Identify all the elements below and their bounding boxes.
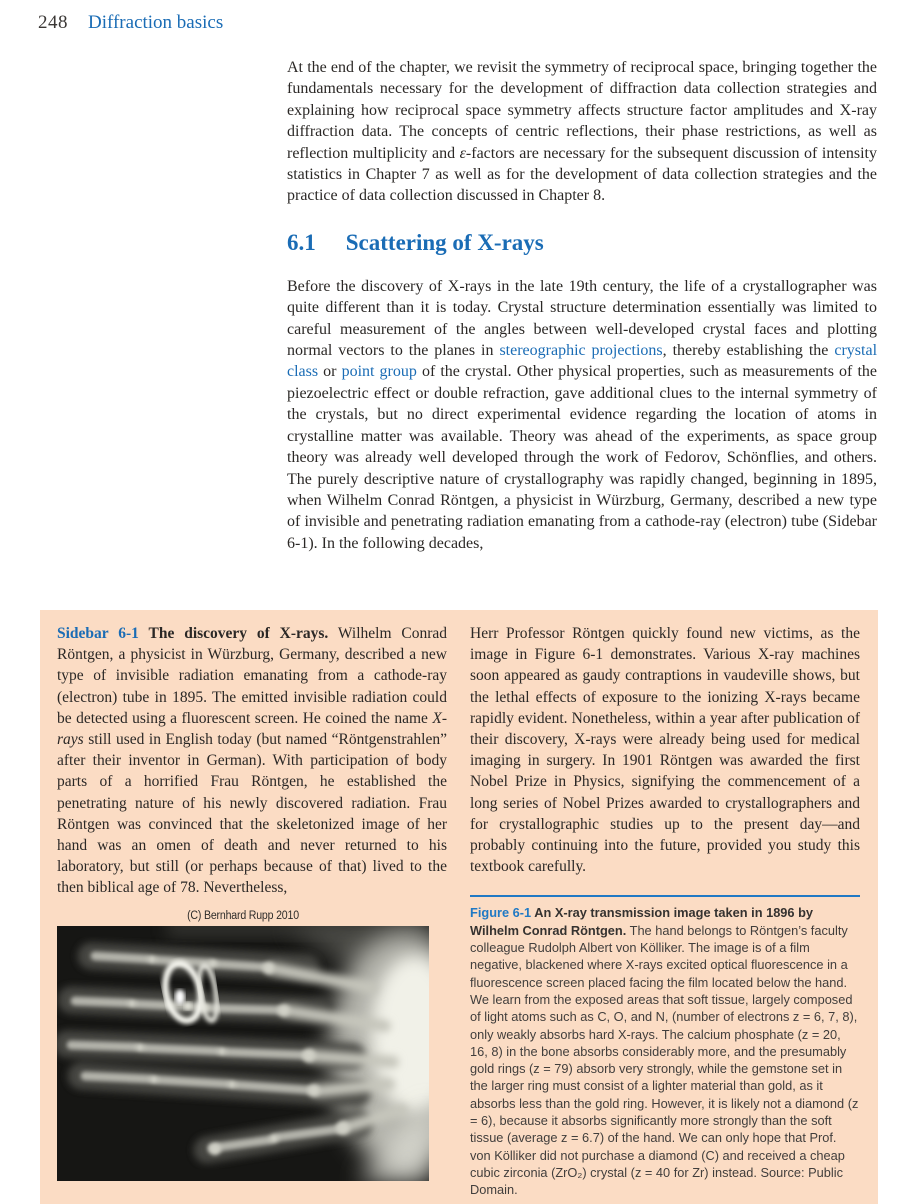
section-number: 6.1 <box>287 229 316 255</box>
link-point-group[interactable]: point group <box>341 363 417 381</box>
intro-paragraph <box>287 57 877 207</box>
page-number: 248 <box>38 12 68 33</box>
sidebar-text-2: still used in English today (but named “Röntgenstrahlen” after their inventor in German). With participation of body parts of a horrified Frau Röntgen, he established the penetrating nature of his newly discovered radiation. Frau Röntgen was convinced that the skeletonized image of her hand was an omen of death and never returned to his laboratory, but still (or perhaps because of that) lived to the then biblical age of 78. Nevertheless, <box>57 731 447 897</box>
sidebar-paragraph-right: Herr Professor Röntgen quickly found new victims, as the image in Figure 6-1 demonstrates. Various X-ray machines soon appeared as gaudy contraptions in vaudeville shows, but the lethal effects of exposure to the ionizing X-rays became rapidly evident. Nonetheless, within a year after publication of their discovery, X-rays were already being used for medical imaging in surgery. In 1901 Röntgen was awarded the first Nobel Prize in Physics, signifying the commencement of a long series of Nobel Prizes awarded to crystallographers and for crystallographic studies up to the present day—and probably continuing into the future, provided you study this textbook carefully. <box>470 625 860 876</box>
link-stereographic-projections[interactable]: stereographic projections <box>499 342 663 360</box>
link-crystal-class[interactable]: crystal class <box>287 342 878 381</box>
figure-title: An X-ray transmission image taken in 1896 by Wilhelm Conrad Röntgen. <box>470 905 814 938</box>
sidebar-xrays-italic: X-rays <box>57 709 447 749</box>
section-heading <box>287 230 877 256</box>
chapter-title: Diffraction basics <box>88 12 224 33</box>
section-title: Scattering of X-rays <box>345 229 544 255</box>
xray-hand-image <box>57 926 429 1181</box>
figure-caption-text: The hand belongs to Röntgen’s faculty colleague Rudolph Albert von Kölliker. The image is of a film negative, blackened where X-rays excited optical fluorescence in a fluorescence screen placed facing the film located below the hand. We learn from the exposed areas that soft tissue, largely composed of light atoms such as C, O, and N, (number of electrons z = 6, 7, 8), only weakly absorbs hard X-rays. The calcium phosphate (z = 20, 16, 8) in the bone absorbs considerably more, and the presumably gold rings (z = 79) absorb very strongly, while the gemstone set in the larger ring must consist of a lighter material than gold, as it absorbs less than the gold ring. However, it is likely not a diamond (z = 6), because it absorbs significantly more strongly than the soft tissue (average z = 6.7) of the hand. We can only hope that Prof. von Kölliker did not purchase a diamond (C) and received a cheap cubic zirconia (ZrO₂) crystal (z = 40 for Zr) instead. Source: Public Domain. <box>470 922 859 1198</box>
page-header <box>38 12 223 34</box>
intro-text-1: At the end of the chapter, we revisit the symmetry of reciprocal space, bringing together the fundamentals necessary for the development of diffraction data collection strategies and explaining how reciprocal space symmetry affects structure factor amplitudes and X-ray diffraction data. The concepts of centric reflections, their phase restrictions, as well as reflection multiplicity and <box>287 59 877 162</box>
epsilon-symbol: ε <box>459 144 466 162</box>
figure-caption <box>470 904 860 1198</box>
photo-credit: (C) Bernhard Rupp 2010 <box>187 909 299 922</box>
figure-caption-rule <box>470 895 860 897</box>
body-text-3: or <box>318 363 342 381</box>
sidebar-title: The discovery of X-rays. <box>148 625 329 642</box>
sidebar-column-right <box>470 623 860 1198</box>
sidebar-paragraph-left <box>57 623 447 899</box>
intro-text-2: -factors are necessary for the subsequent discussion of intensity statistics in Chapter 7 as well as for the development of data collection strategies and the practice of data collection discussed in Chapter 8. <box>287 144 878 205</box>
body-paragraph <box>287 276 877 554</box>
sidebar-column-left <box>57 623 447 1198</box>
sidebar-box <box>40 610 878 1204</box>
body-text-1: Before the discovery of X-rays in the late 19th century, the life of a crystallographer was quite different than it is today. Crystal structure determination essentially was limited to careful measurement of the angles between well-developed crystal faces and plotting normal vectors to the planes in <box>287 277 877 360</box>
sidebar-label: Sidebar 6-1 <box>57 625 139 642</box>
sidebar-text-1: Wilhelm Conrad Röntgen, a physicist in Würzburg, Germany, described a new type of invisible radiation emanating from a cathode-ray (electron) tube in 1895. The emitted invisible radiation could be detected using a fluorescent screen. He coined the name <box>57 625 447 727</box>
main-text-column <box>287 57 877 554</box>
body-text-2: , thereby establishing the <box>662 342 835 360</box>
figure-label: Figure 6-1 <box>470 905 532 921</box>
body-text-4: of the crystal. Other physical properties, such as measurements of the piezoelectric effect or double refraction, gave additional clues to the internal symmetry of the crystals, but no direct experimental evidence regarding the location of atoms in crystalline matter was available. Theory was ahead of the experiments, as space group theory was already well developed through the work of Fedorov, Schönflies, and others. The purely descriptive nature of crystallography was rapidly changed, beginning in 1895, when Wilhelm Conrad Röntgen, a physicist in Würzburg, Germany, described a new type of invisible and penetrating radiation emanating from a cathode-ray (electron) tube (Sidebar 6-1). In the following decades, <box>287 363 878 552</box>
